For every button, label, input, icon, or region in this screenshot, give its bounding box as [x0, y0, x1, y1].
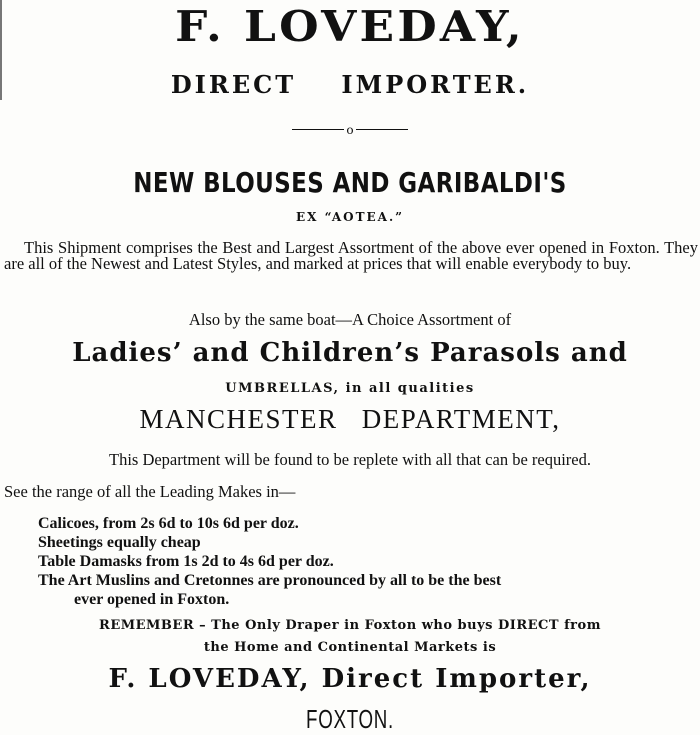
list-item: The Art Muslins and Cretonnes are pronounced by all to be the best	[38, 572, 502, 589]
divider-mark: o	[346, 122, 354, 137]
ship-line: EX “AOTEA.”	[295, 210, 405, 224]
parasols-heading: Ladies’ and Children’s Parasols and	[72, 338, 628, 368]
manchester-heading: MANCHESTER DEPARTMENT,	[139, 404, 561, 434]
see-line: See the range of all the Leading Makes in—	[4, 482, 296, 501]
list-item: Calicoes, from 2s 6d to 10s 6d per doz.	[38, 515, 299, 532]
town-name: FOXTON.	[306, 704, 394, 734]
also-line: Also by the same boat—A Choice Assortment of	[188, 310, 512, 329]
list-item-continuation: ever opened in Foxton.	[74, 591, 230, 608]
shipment-paragraph	[4, 240, 698, 272]
umbrellas-line: UMBRELLAS, in all qualities	[225, 381, 475, 396]
advert-subtitle: DIRECT IMPORTER.	[170, 70, 530, 99]
advert-title: F. LOVEDAY,	[175, 2, 525, 51]
shipment-paragraph-text: This Shipment comprises the Best and Largest Assortment of the above ever opened in Foxton. They are all of the Newest and Latest Styles, and marked at prices that will enable everybody to buy.	[4, 238, 698, 273]
blouses-heading: NEW BLOUSES AND GARIBALDI'S	[133, 166, 567, 199]
closing-signature: F. LOVEDAY, Direct Importer,	[108, 664, 592, 694]
list-item: Table Damasks from 1s 2d to 4s 6d per doz.	[38, 553, 334, 570]
home-markets-line: the Home and Continental Markets is	[203, 640, 497, 655]
divider	[0, 122, 700, 137]
department-line: This Department will be found to be replete with all that can be required.	[108, 450, 591, 469]
divider-rule-left	[292, 129, 344, 130]
list-item: Sheetings equally cheap	[38, 534, 201, 551]
remember-line: REMEMBER – The Only Draper in Foxton who buys DIRECT from	[99, 618, 601, 633]
divider-rule-right	[356, 129, 408, 130]
items-list	[38, 514, 698, 609]
